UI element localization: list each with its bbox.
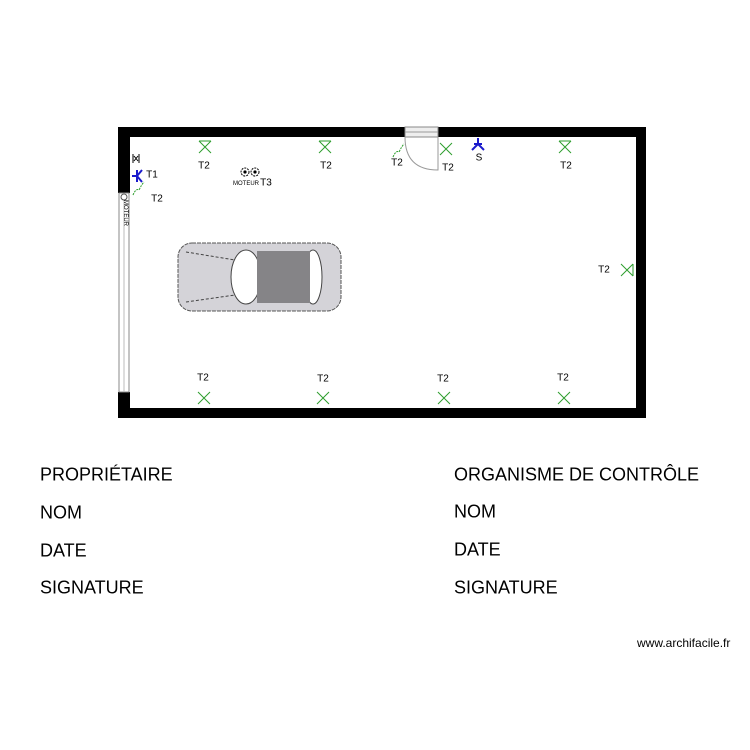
label-t2: T2: [391, 157, 403, 169]
motor-symbol: [241, 168, 259, 176]
door-swing: [405, 137, 438, 170]
socket-icon: [440, 143, 452, 155]
inspector-name-label: NOM: [454, 501, 496, 522]
inspector-signature-label: SIGNATURE: [454, 577, 558, 598]
wall-left-lower: [118, 392, 130, 418]
junction-box-icon: [133, 154, 139, 163]
wall-top: [118, 127, 646, 137]
label-t2: T2: [151, 193, 163, 205]
owner-title: PROPRIÉTAIRE: [40, 464, 173, 485]
owner-name-label: NOM: [40, 502, 82, 523]
label-moteur: MOTEUR: [233, 181, 259, 187]
dimmer-icon: [133, 182, 144, 195]
label-t2: T2: [557, 372, 569, 384]
inspector-title: ORGANISME DE CONTRÔLE: [454, 464, 700, 485]
label-t2: T2: [320, 160, 332, 172]
label-t2: T2: [437, 373, 449, 385]
socket-icon: [319, 141, 331, 153]
socket-icon: [198, 392, 210, 404]
socket-icon: [199, 141, 211, 153]
car: [178, 243, 341, 311]
label-t1: T1: [146, 169, 158, 181]
socket-icon: [559, 141, 571, 153]
label-t2: T2: [560, 160, 572, 172]
socket-icon: [621, 264, 633, 276]
label-t2: T2: [598, 264, 610, 276]
label-t2: T2: [442, 162, 454, 174]
wall-left-upper: [118, 127, 130, 193]
switch-icon: [132, 170, 142, 182]
window-label-moteur: MOTEUR: [122, 200, 128, 226]
socket-icon: [317, 392, 329, 404]
inspector-date-label: DATE: [454, 539, 501, 560]
switch-symbols: [132, 138, 484, 182]
label-t2: T2: [197, 372, 209, 384]
label-t2: T2: [198, 160, 210, 172]
dimmer-icon: [393, 144, 404, 157]
label-t2: T2: [317, 373, 329, 385]
owner-date-label: DATE: [40, 540, 87, 561]
wall-right: [636, 127, 646, 418]
socket-icon: [438, 392, 450, 404]
owner-signature-label: SIGNATURE: [40, 577, 144, 598]
footer-site-link[interactable]: www.archifacile.fr: [637, 636, 731, 650]
label-s: S: [475, 152, 483, 164]
socket-icon: [558, 392, 570, 404]
switch-icon: [472, 138, 484, 150]
wall-bottom: [118, 408, 646, 418]
label-t3: T3: [260, 177, 272, 189]
